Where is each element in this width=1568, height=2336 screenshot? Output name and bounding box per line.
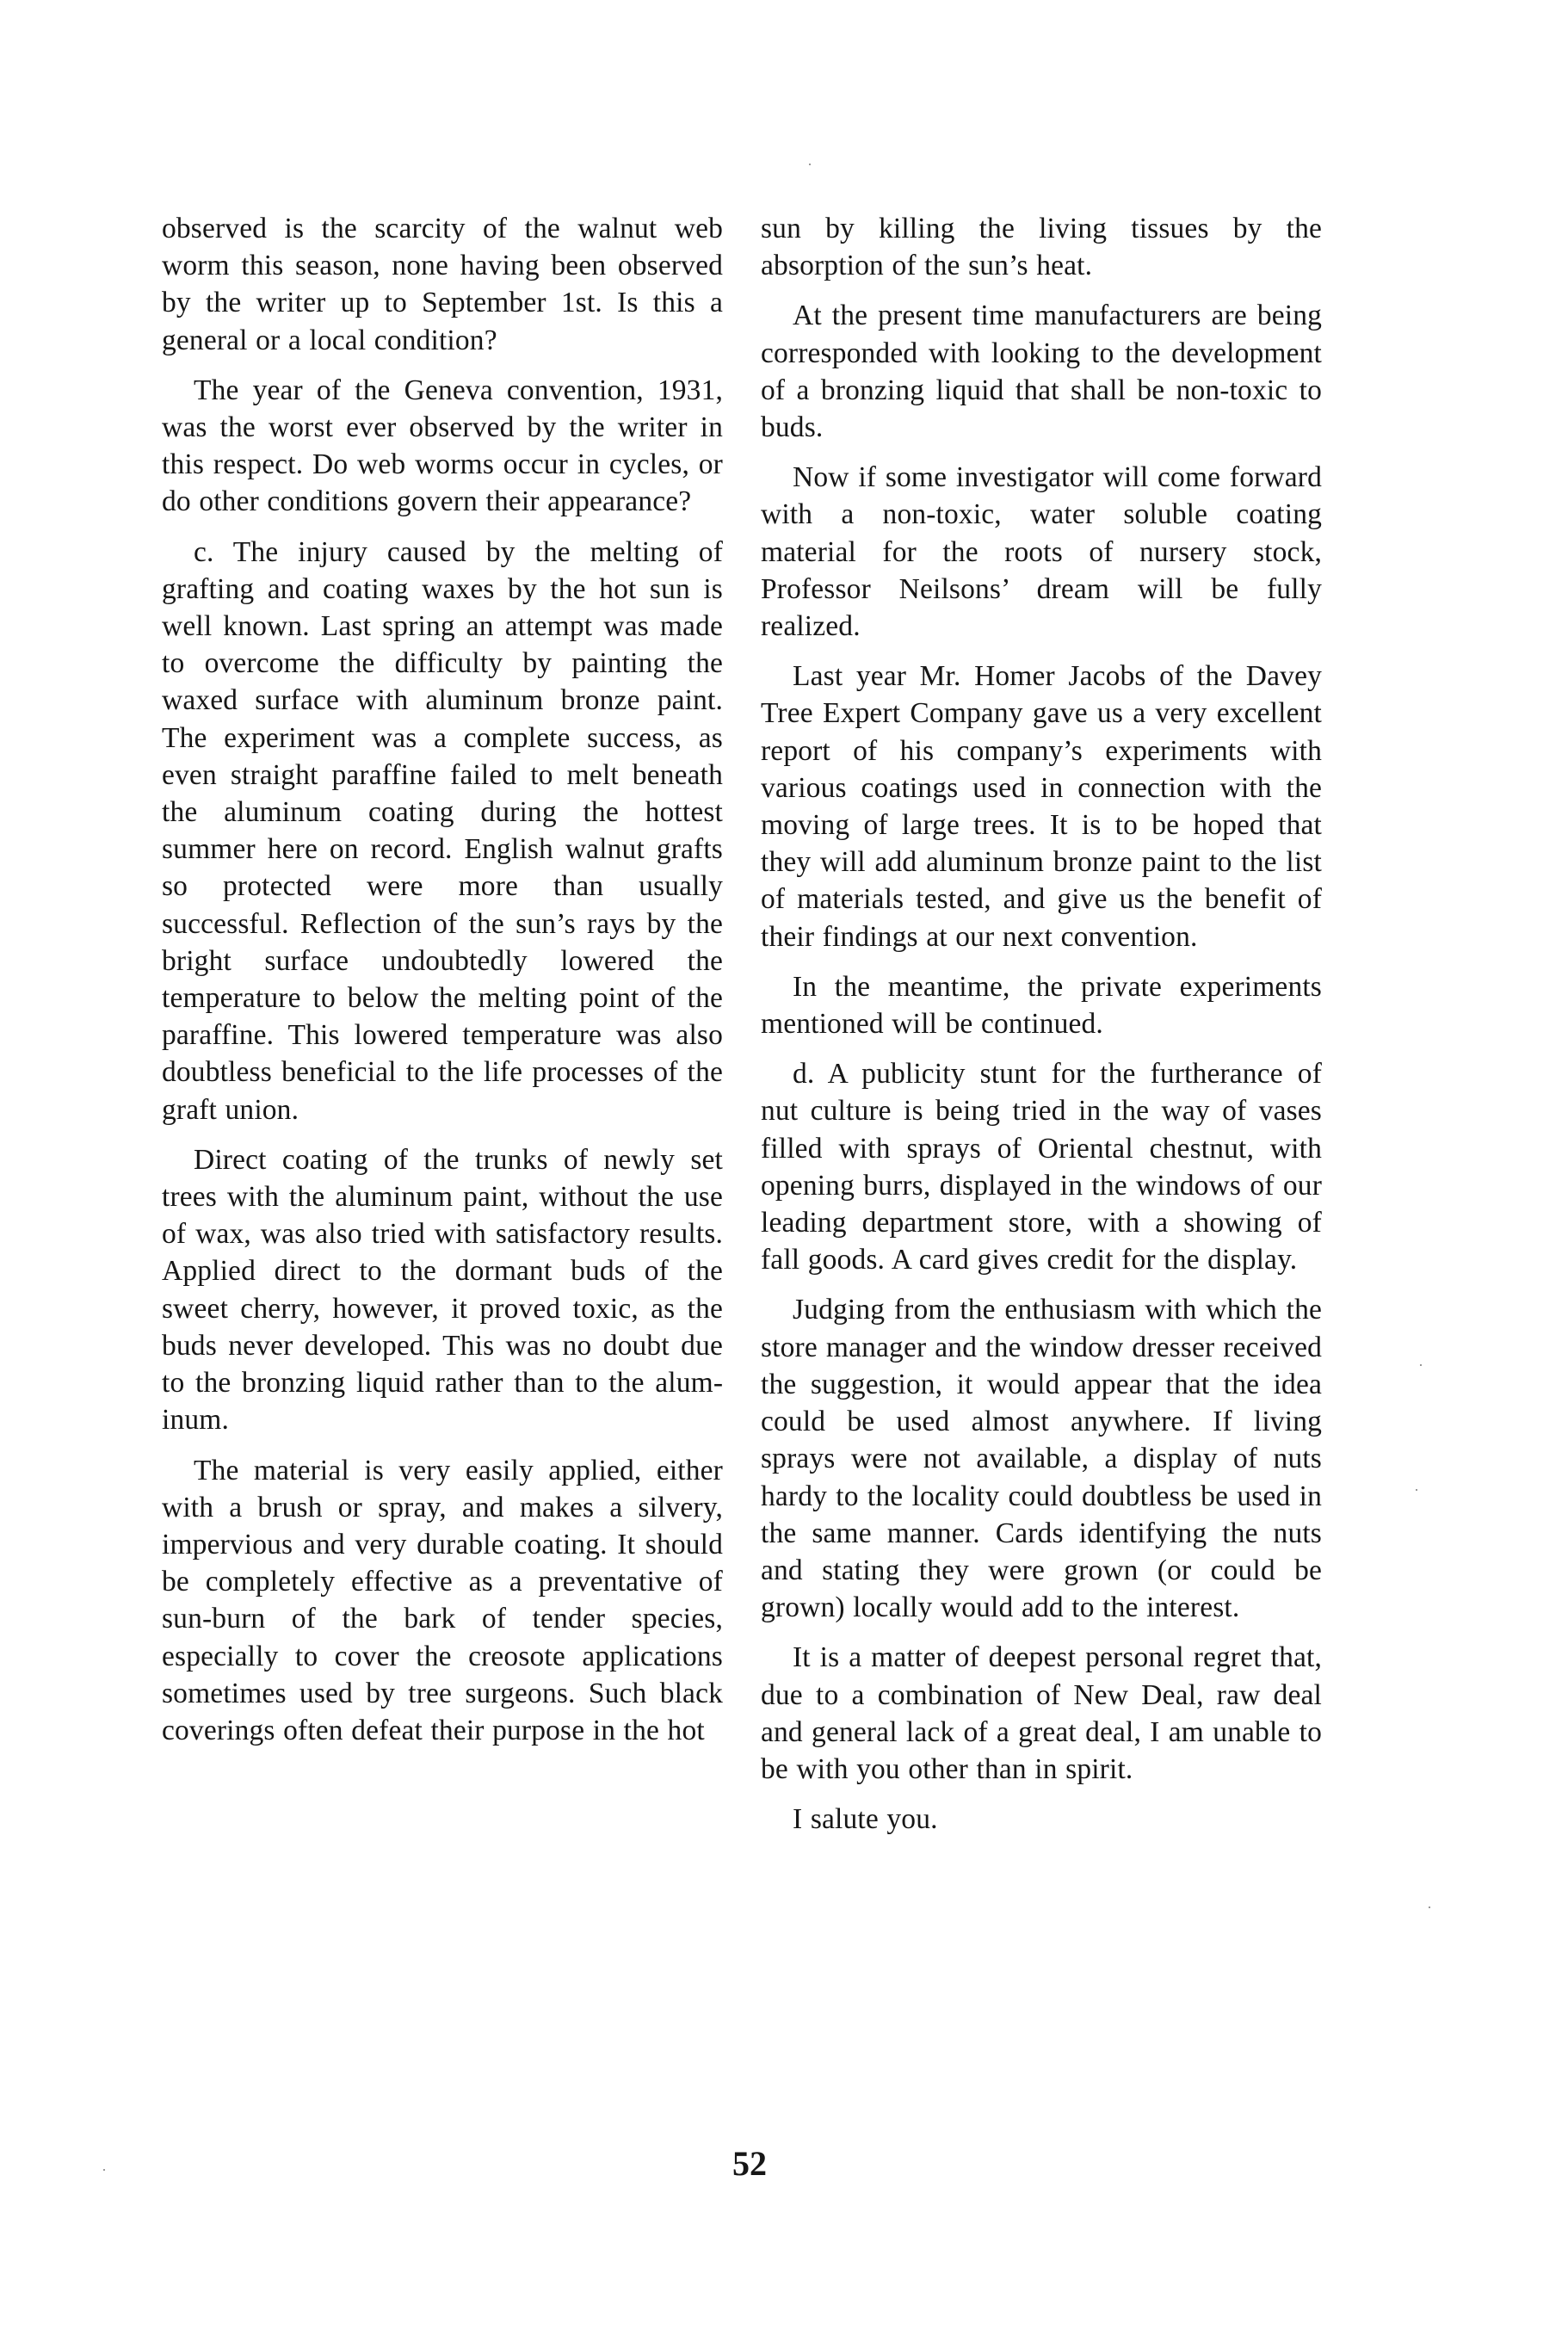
paragraph-d-publicity-stunt: d. A publicity stunt for the furtherance of nut culture is being tried in the way of vases filled with sprays of Oriental chestnut, with opening burrs, displayed in the windows of our leading department store, with a showing of fall goods. A card gives credit for the display. — [761, 1058, 1322, 1276]
paragraph-web-worm-scarcity: observed is the scarcity of the walnut web worm this season, none having been observed by the writer up to September 1st. Is this a general or a local condition? — [162, 213, 723, 356]
scan-speck — [809, 164, 811, 165]
paragraph-c-wax-injury: c. The injury caused by the melting of grafting and coating waxes by the hot sun is well known. Last spring an attempt was made to overcome the difficulty by painting the waxed surface with aluminum bronze paint. The experiment was a complete success, as even straight paraffine failed to melt beneath the aluminum coating during the hottest summer here on record. English walnut grafts so protected were more than usually successful. Reflection of the sun’s rays by the bright surface undoubtedly lowered the temperature to below the melting point of the paraffine. This lowered temperature was also doubtless beneficial to the life processes of the graft union. — [162, 535, 723, 1126]
paragraph-geneva-convention: The year of the Geneva convention, 1931, was the worst ever observed by the writer in this respect. Do web worms occur in cycles, or do other conditions govern their appearance? — [162, 374, 723, 518]
paragraph-homer-jacobs: Last year Mr. Homer Jacobs of the Davey Tree Expert Company gave us a very excellent report of his company’s experiments with various coatings used in connection with the moving of large trees. It is to be hoped that they will add aluminum bronze paint to the list of materials tested, and give us the benefit of their findings at our next convention. — [761, 660, 1322, 953]
paragraph-material-application: The material is very easily applied, either with a brush or spray, and makes a silvery, impervious and very durable coating. It should be completely effective as a preventative of sun-burn of the bark of tender species, especially to cover the creosote applications sometimes used by tree surgeons. Such black coverings often defeat their purpose in the hot — [162, 1454, 723, 1746]
right-column — [761, 210, 1322, 1851]
scan-speck — [1416, 1489, 1417, 1491]
page-number-text: 52 — [732, 2144, 767, 2183]
paragraph-investigator: Now if some investigator will come forward with a non-toxic, water soluble coating material for the roots of nursery stock, Professor Neilsons’ dream will be fully realized. — [761, 461, 1322, 643]
page-number — [0, 2143, 1568, 2184]
paragraph-personal-regret: It is a matter of deepest personal regret that, due to a combination of New Deal, raw deal and general lack of a great deal, I am unable to be with you other than in spirit. — [761, 1641, 1322, 1785]
paragraph-meantime: In the meantime, the private experiments mentioned will be continued. — [761, 970, 1322, 1041]
paragraph-enthusiasm: Judging from the enthusiasm with which the store manager and the window dresser received the suggestion, it would appear that the idea could be used almost anywhere. If living sprays were not available, a display of nuts hardy to the locality could doubtless be used in the same manner. Cards identifying the nuts and stating they were grown (or could be grown) locally would add to the interest. — [761, 1294, 1322, 1624]
scan-speck — [1420, 1364, 1422, 1366]
scan-speck — [103, 2169, 105, 2171]
left-column — [162, 210, 723, 1762]
scan-speck — [1429, 1906, 1430, 1908]
paragraph-salutation: I salute you. — [793, 1803, 938, 1836]
paragraph-manufacturers: At the present time manufacturers are being corresponded with looking to the development of a bronzing liquid that shall be non-toxic to buds. — [761, 300, 1322, 444]
paragraph-sun-killing: sun by killing the living tissues by the absorption of the sun’s heat. — [761, 213, 1322, 282]
paragraph-direct-coating: Direct coating of the trunks of newly set trees with the aluminum paint, without the use of wax, was also tried with satisfactory results. Applied direct to the dormant buds of the sweet cherry, however, it proved toxic, as the buds never developed. This was no doubt due to the bronzing liquid rather than to the aluminum. — [162, 1143, 723, 1437]
